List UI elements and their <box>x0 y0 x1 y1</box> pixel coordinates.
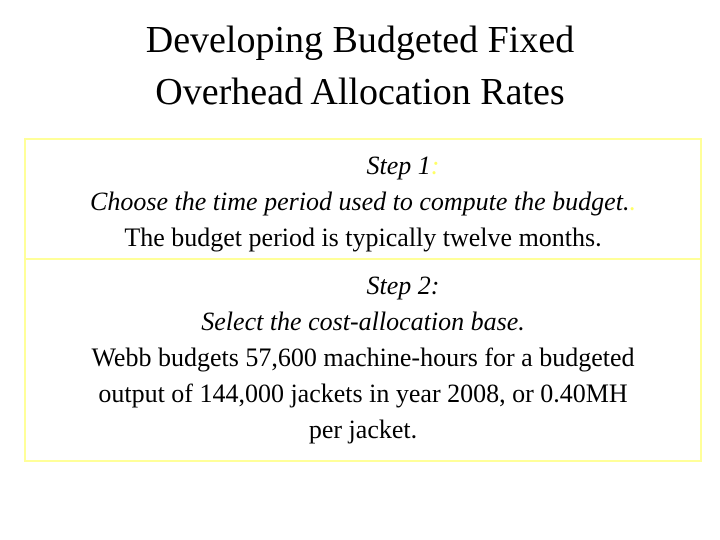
step-1-heading-colon: : <box>430 151 440 180</box>
step-1-instruction <box>26 184 700 220</box>
step-1-heading-text: Step 1 <box>366 151 431 180</box>
step-2-instruction: Select the cost-allocation base. <box>201 307 525 336</box>
slide-title-line-2: Overhead Allocation Rates <box>155 71 565 113</box>
step-1-instruction-trail: . <box>629 187 636 216</box>
step-2-detail-line-2: output of 144,000 jackets in year 2008, or 0.40MH <box>98 379 628 408</box>
step-2-detail-line-3: per jacket. <box>308 415 418 444</box>
step-1-instruction-text: Choose the time period used to compute the budget. <box>90 187 630 216</box>
step-1-detail: The budget period is typically twelve months. <box>124 223 602 252</box>
step-2-detail-line-1: Webb budgets 57,600 machine-hours for a budgeted <box>91 343 635 372</box>
step-2-box <box>24 258 702 462</box>
slide-title-line-1: Developing Budgeted Fixed <box>145 19 575 61</box>
step-1-box <box>24 138 702 260</box>
step-2-heading: Step 2: <box>366 271 440 300</box>
slide-title <box>0 14 720 118</box>
step-1-heading <box>26 148 700 184</box>
